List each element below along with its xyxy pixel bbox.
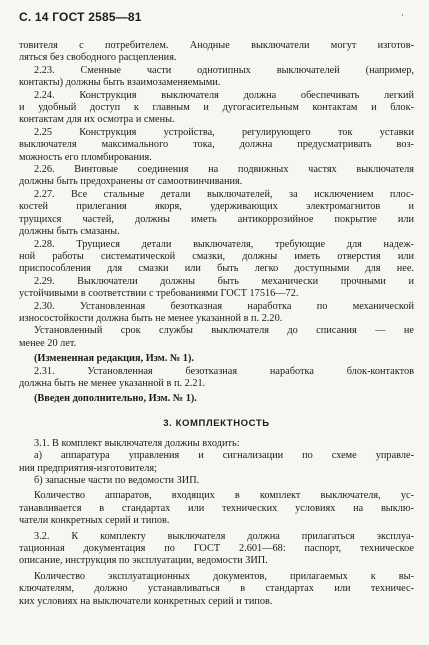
text-line: контакты) должны быть взаимозаменяемыми. bbox=[19, 77, 221, 89]
text-line: чатели конкретных серий и типов. bbox=[19, 515, 170, 527]
paragraph-3-2: 3.2. К комплекту выключателя должна прилагаться эксплуа- bbox=[34, 530, 414, 542]
text-line: трущихся частей, должны иметь антикоррозийное покрытие или bbox=[19, 213, 414, 225]
text-line: контактам для их осмотра и смены. bbox=[19, 114, 175, 126]
paragraph-2-24: 2.24. Конструкция выключателя должна обеспечивать легкий bbox=[34, 89, 414, 101]
text-line: Установленный срок службы выключателя до списания — не bbox=[34, 325, 414, 337]
text-line: можность его пломбирования. bbox=[19, 151, 152, 163]
paragraph-3-1: 3.1. В комплект выключателя должны входить: bbox=[34, 437, 240, 449]
paragraph-2-31: 2.31. Установленная безотказная наработка блок-контактов bbox=[34, 365, 414, 377]
text-line: должна быть не менее указанной в п. 2.21. bbox=[19, 377, 206, 389]
text-line: износостойкости должна быть не менее указанной в п. 2.20. bbox=[19, 312, 283, 324]
paragraph-2-23: 2.23. Сменные части однотипных выключателей (например, bbox=[34, 64, 414, 76]
text-line: ляться без свободного расцепления. bbox=[19, 52, 177, 64]
text-line: менее 20 лет. bbox=[19, 337, 77, 349]
paragraph-2-25: 2.25 Конструкция устройства, регулирующего ток уставки bbox=[34, 126, 414, 138]
amendment-note: (Измененная редакция, Изм. № 1). bbox=[34, 353, 194, 365]
text-line: должны быть смазаны. bbox=[19, 226, 120, 238]
corner-mark: · bbox=[401, 10, 404, 20]
text-line: тационная документация по ГОСТ 2.601—68: паспорт, техническое bbox=[19, 543, 414, 555]
text-line: описание, инструкция по эксплуатации, ведомости ЗИП. bbox=[19, 555, 268, 567]
text-line: костей прилегания якоря, удерживающих электромагнитов и bbox=[19, 201, 414, 213]
text-line: танавливается в стандартах или технических условиях на выклю- bbox=[19, 502, 414, 514]
paragraph-2-27: 2.27. Все стальные детали выключателей, за исключением плос- bbox=[34, 188, 414, 200]
text-line: ключателям, должно устанавливаться в стандартах или техничес- bbox=[19, 583, 414, 595]
amendment-note: (Введен дополнительно, Изм. № 1). bbox=[34, 393, 197, 405]
list-item-b: б) запасные части по ведомости ЗИП. bbox=[34, 475, 200, 486]
text-line: приспособления для смазки или быть легко доступными для нее. bbox=[19, 263, 414, 275]
text-line: Количество эксплуатационных документов, прилагаемых к вы- bbox=[34, 570, 414, 582]
document-body bbox=[19, 40, 414, 608]
text-line: ких условиях на выключатели конкретных серий и типов. bbox=[19, 595, 273, 607]
text-line: товителя с потребителем. Анодные выключатели могут изготов- bbox=[19, 40, 414, 51]
text-line: Количество аппаратов, входящих в комплект выключателя, ус- bbox=[34, 490, 414, 502]
paragraph-2-28: 2.28. Трущиеся детали выключателя, требующие для надеж- bbox=[34, 238, 414, 250]
paragraph-2-30: 2.30. Установленная безотказная наработка по механической bbox=[34, 300, 414, 312]
text-line: и удобный доступ к главным и дугогасительным контактам и блок- bbox=[19, 102, 414, 114]
list-item-a: а) аппаратура управления и сигнализации по схеме управле- bbox=[34, 450, 414, 462]
text-line: ной работы систематической смазки, должны иметь отверстия или bbox=[19, 250, 414, 262]
section-title: 3. КОМПЛЕКТНОСТЬ bbox=[163, 417, 270, 429]
text-line: устойчивыми в соответствии с требованиями ГОСТ 17516—72. bbox=[19, 288, 299, 300]
paragraph-2-29: 2.29. Выключатели должны быть механически прочными и bbox=[34, 275, 414, 287]
text-line: должны быть предохранены от самоотвинчивания. bbox=[19, 176, 243, 188]
page-header: С. 14 ГОСТ 2585—81 bbox=[19, 10, 142, 24]
text-line: ния предприятия-изготовителя; bbox=[19, 462, 157, 474]
text-line: выключателя максимального тока, должна предусматривать воз- bbox=[19, 139, 414, 151]
paragraph-2-26: 2.26. Винтовые соединения на подвижных частях выключателя bbox=[34, 164, 414, 176]
